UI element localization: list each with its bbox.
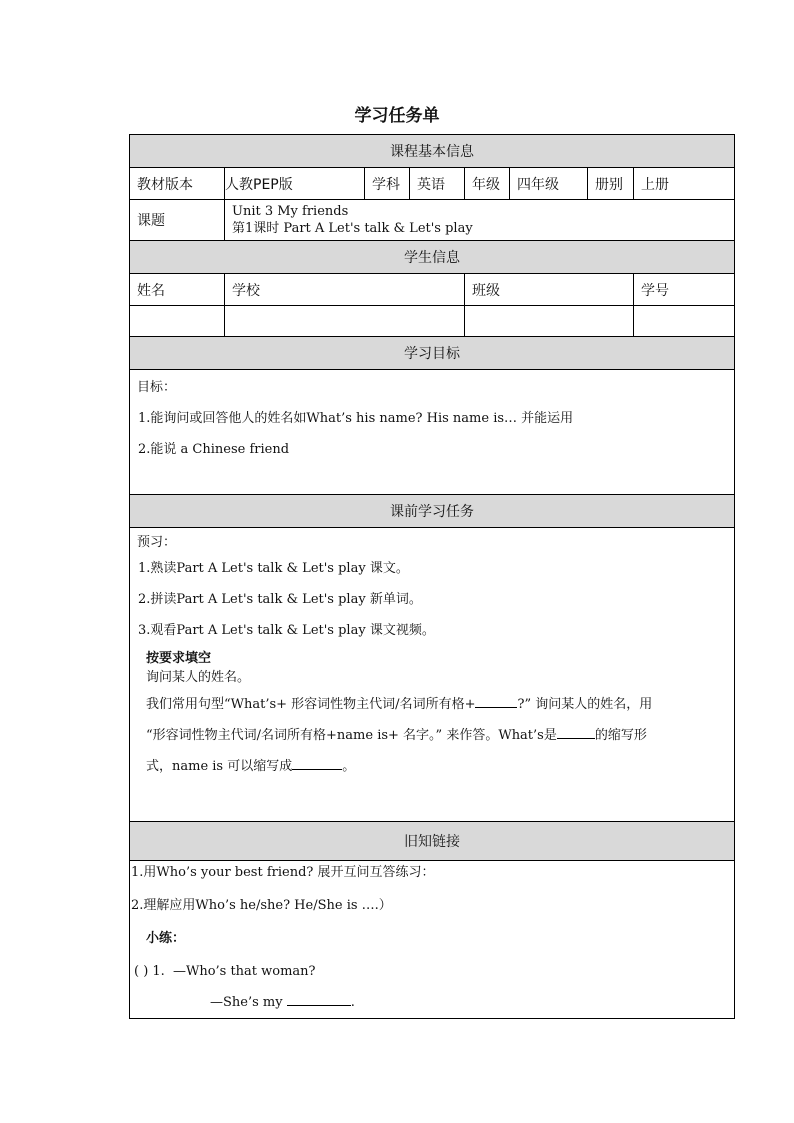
fill-paragraph-line-3: [146, 751, 735, 782]
preview-item-3: 3.观看Part A Let's talk & Let's play 课文视频。: [138, 623, 435, 638]
topic-line-1: Unit 3 My friends: [232, 204, 349, 219]
practice-question-1: [134, 956, 735, 987]
fill-blank-subtitle: 询问某人的姓名。: [146, 670, 251, 685]
section-header-objectives: 学习目标: [130, 337, 735, 370]
section-header-pre-class: 课前学习任务: [130, 495, 735, 528]
section-header-course-info: 课程基本信息: [130, 135, 735, 168]
review-item-1: 1.用Who’s your best friend? 展开互问互答练习：: [131, 865, 435, 880]
para3-part-a: 式，name is 可以缩写成: [146, 759, 293, 774]
review-item-2: 2.理解应用Who’s he/she? He/She is ….）: [131, 898, 392, 913]
question-text: —Who’s that woman?: [172, 964, 316, 979]
para3-part-b: 。: [342, 759, 356, 774]
name-label: 姓名: [130, 274, 225, 306]
fill-blank-3[interactable]: [292, 755, 342, 770]
fill-paragraph-line-2: [146, 720, 735, 751]
objective-item-1: 1.能询问或回答他人的姓名如What’s his name? His name is… 并能运用: [138, 411, 574, 426]
practice-label: 小练：: [146, 931, 186, 946]
topic-label: 课题: [130, 200, 225, 241]
grade-value: 四年级: [510, 168, 588, 200]
fill-blank-1[interactable]: [475, 693, 517, 708]
class-label: 班级: [465, 274, 634, 306]
class-input-cell[interactable]: [465, 306, 634, 337]
answer-blank[interactable]: [287, 991, 351, 1006]
practice-answer-1: —She’s my .: [210, 987, 735, 1018]
task-sheet-table: [129, 134, 735, 1019]
name-input-cell[interactable]: [130, 306, 225, 337]
fill-paragraph-line-1: [146, 689, 735, 720]
school-label: 学校: [225, 274, 465, 306]
section-header-review: 旧知链接: [130, 822, 735, 861]
school-input-cell[interactable]: [225, 306, 465, 337]
student-id-label: 学号: [634, 274, 735, 306]
volume-value: 上册: [634, 168, 735, 200]
subject-label: 学科: [365, 168, 410, 200]
preview-label: 预习：: [137, 535, 177, 550]
answer-paren[interactable]: ( ) 1.: [134, 964, 165, 979]
para2-part-b: 的缩写形: [594, 728, 647, 743]
student-id-input-cell[interactable]: [634, 306, 735, 337]
textbook-label: 教材版本: [130, 168, 225, 200]
topic-line-2: 第1课时 Part A Let's talk & Let's play: [232, 221, 473, 236]
para1-part-a: 我们常用句型“What’s+ 形容词性物主代词/名词所有格+: [146, 697, 476, 712]
grade-label: 年级: [465, 168, 510, 200]
subject-value: 英语: [410, 168, 465, 200]
preview-item-1: 1.熟读Part A Let's talk & Let's play 课文。: [138, 561, 409, 576]
para1-part-b: ?” 询问某人的姓名，用: [517, 697, 653, 712]
volume-label: 册别: [588, 168, 634, 200]
para2-part-a: “形容词性物主代词/名词所有格+name is+ 名字。” 来作答。What’s是: [146, 728, 557, 743]
fill-blank-title: 按要求填空: [146, 651, 212, 666]
fill-blank-2[interactable]: [557, 724, 595, 739]
section-header-student-info: 学生信息: [130, 241, 735, 274]
objective-item-2: 2.能说 a Chinese friend: [138, 442, 290, 457]
preview-item-2: 2.拼读Part A Let's talk & Let's play 新单词。: [138, 592, 422, 607]
objectives-label: 目标：: [137, 380, 177, 395]
answer-text: —She’s my: [210, 995, 283, 1010]
textbook-value: 人教PEP版: [225, 168, 365, 200]
document-title: 学习任务单: [354, 106, 440, 126]
